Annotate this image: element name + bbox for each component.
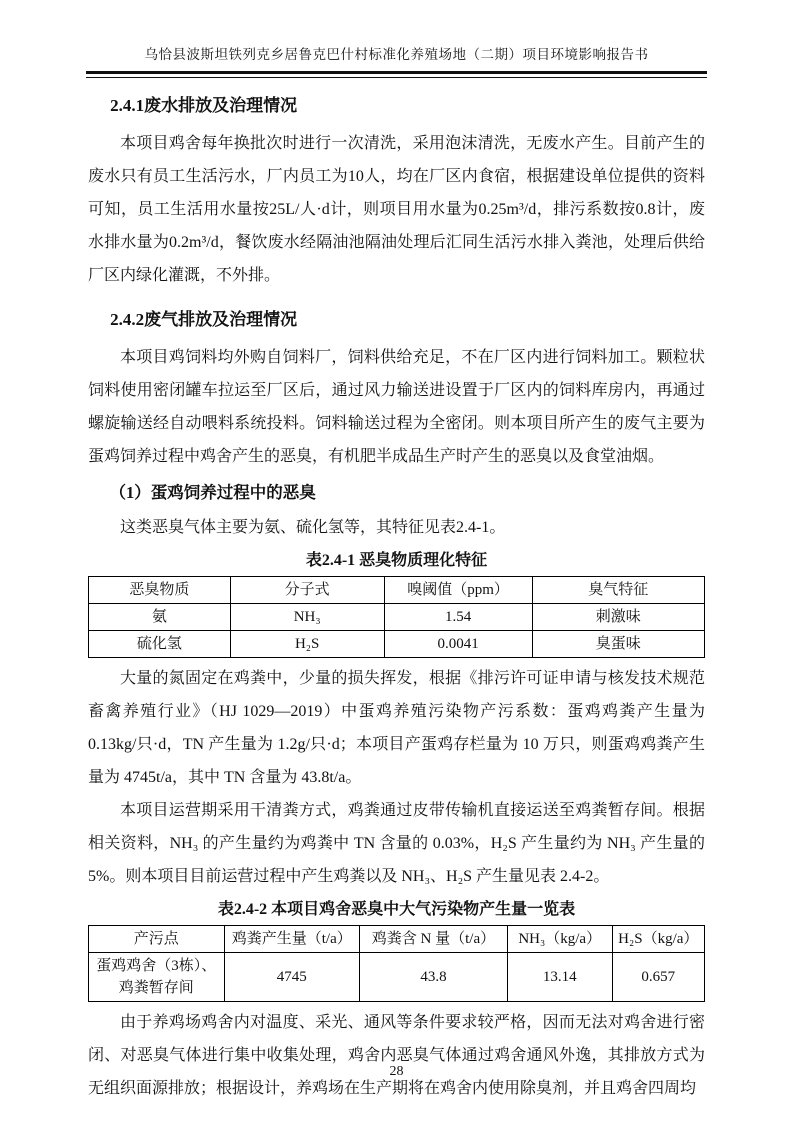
paragraph-wastewater: 本项目鸡舍每年换批次时进行一次清洗，采用泡沫清洗，无废水产生。目前产生的废水只有员工生活污水，厂内员工为10人，均在厂区内食宿，根据建设单位提供的资料可知，员工生活用水量按25L/人·d计，则项目用水量为0.25m³/d，排污系数按0.8计，废水排水量为0.2m³/d，餐饮废水经隔油池隔油处理后汇同生活污水排入粪池，处理后供给厂区内绿化灌溉，不外排。 xyxy=(88,134,705,284)
header-rule-thick xyxy=(86,71,707,74)
table-cell: 蛋鸡鸡舍（3栋）、鸡粪暂存间 xyxy=(89,952,225,1001)
table-cell: H₂S xyxy=(230,630,384,657)
paragraph-odor-intro: 这类恶臭气体主要为氨、硫化氢等，其特征见表2.4-1。 xyxy=(120,518,506,536)
section-heading-2-4-1: 2.4.1废水排放及治理情况 xyxy=(110,95,298,115)
table-row xyxy=(89,603,705,630)
table-2-4-1-title: 表2.4-1 恶臭物质理化特征 xyxy=(305,551,488,569)
table-cell: 1.54 xyxy=(384,603,532,630)
header-rule-thin xyxy=(86,77,707,78)
table-row xyxy=(89,630,705,657)
table-cell: 0.0041 xyxy=(384,630,532,657)
table-cell: 43.8 xyxy=(360,952,508,1001)
table-row xyxy=(89,952,705,1001)
header-rule xyxy=(86,71,707,78)
table-cell: NH₃ xyxy=(230,603,384,630)
table-2-4-2-title: 表2.4-2 本项目鸡舍恶臭中大气污染物产生量一览表 xyxy=(217,900,576,918)
page-number: 28 xyxy=(389,1064,404,1079)
paragraph-feed-gas: 本项目鸡饲料均外购自饲料厂，饲料供给充足，不在厂区内进行饲料加工。颗粒状饲料使用密闭罐车拉运至厂区后，通过风力输送进设置于厂区内的饲料库房内，再通过螺旋输送经自动喂料系统投料。饲料输送过程为全密闭。则本项目所产生的废气主要为蛋鸡饲养过程中鸡舍产生的恶臭，有机肥半成品生产时产生的恶臭以及食堂油烟。 xyxy=(88,348,705,465)
table-2-4-2-header-cell: H₂S（kg/a） xyxy=(612,925,704,952)
table-2-4-2-header-cell: 产污点 xyxy=(89,925,225,952)
table-2-4-2-header-cell: 鸡粪含 N 量（t/a） xyxy=(360,925,508,952)
page-content xyxy=(88,91,705,1105)
section-heading-2-4-2: 2.4.2废气排放及治理情况 xyxy=(110,309,298,329)
paragraph-nitrogen: 大量的氮固定在鸡粪中，少量的损失挥发，根据《排污许可证申请与核发技术规范 畜禽养殖行业》（HJ 1029—2019）中蛋鸡养殖污染物产污系数：蛋鸡鸡粪产生量为0.13kg/只·d，TN 产生量为 1.2g/只·d；本项目产蛋鸡存栏量为 10 万只，则蛋鸡鸡粪产生量为 4745t/a，其中 TN 含量为 43.8t/a。 xyxy=(88,669,705,786)
table-cell: 刺激味 xyxy=(532,603,705,630)
table-cell: 0.657 xyxy=(612,952,704,1001)
subsection-heading-odor: （1）蛋鸡饲养过程中的恶臭 xyxy=(109,482,316,502)
table-2-4-1-header-cell: 嗅阈值（ppm） xyxy=(384,576,532,603)
table-cell: 臭蛋味 xyxy=(532,630,705,657)
table-2-4-2-header-row xyxy=(89,925,705,952)
table-2-4-1-header-row xyxy=(89,576,705,603)
running-header-title: 乌恰县波斯坦铁列克乡居鲁克巴什村标准化养殖场地（二期）项目环境影响报告书 xyxy=(144,47,649,62)
table-2-4-1-header-cell: 恶臭物质 xyxy=(89,576,231,603)
table-cell: 氨 xyxy=(89,603,231,630)
paragraph-operation: 本项目运营期采用干清粪方式，鸡粪通过皮带传输机直接运送至鸡粪暂存间。根据相关资料，NH₃ 的产生量约为鸡粪中 TN 含量的 0.03%，H₂S 产生量约为 NH₃ 产生量的 5%。则本项目目前运营过程中产生鸡粪以及 NH₃、H₂S 产生量见表 2.4-2。 xyxy=(88,801,705,885)
table-2-4-2-header-cell: NH₃（kg/a） xyxy=(507,925,612,952)
table-2-4-2-header-cell: 鸡粪产生量（t/a） xyxy=(224,925,360,952)
table-2-4-1 xyxy=(88,576,705,658)
paragraph-emission-mode: 由于养鸡场鸡舍内对温度、采光、通风等条件要求较严格，因而无法对鸡舍进行密闭、对恶臭气体进行集中收集处理，鸡舍内恶臭气体通过鸡舍通风外逸，其排放方式为无组织面源排放；根据设计，养鸡场在生产期将在鸡舍内使用除臭剂，并且鸡舍四周均 xyxy=(88,1013,705,1097)
table-cell: 13.14 xyxy=(507,952,612,1001)
table-2-4-1-header-cell: 臭气特征 xyxy=(532,576,705,603)
table-2-4-1-header-cell: 分子式 xyxy=(230,576,384,603)
table-cell: 4745 xyxy=(224,952,360,1001)
table-2-4-2 xyxy=(88,925,705,1002)
table-cell: 硫化氢 xyxy=(89,630,231,657)
